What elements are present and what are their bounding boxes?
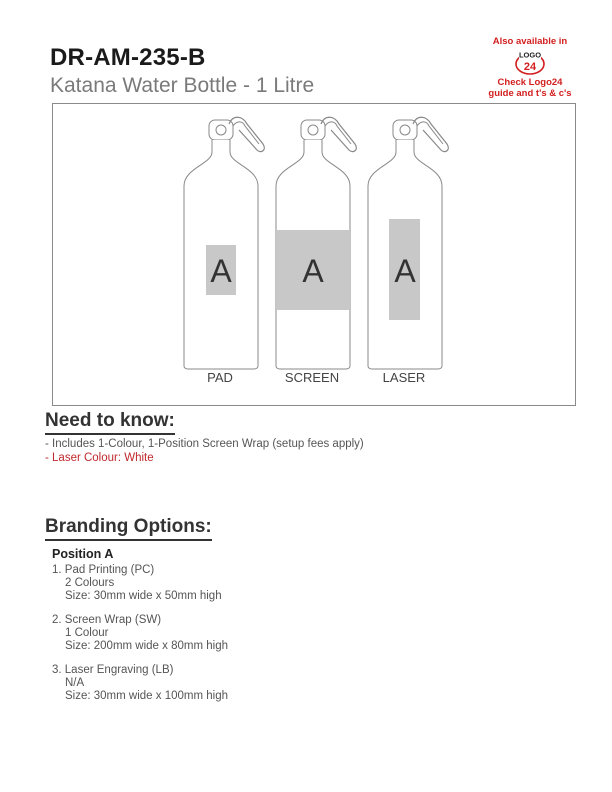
option-size: Size: 30mm wide x 100mm high xyxy=(65,690,228,702)
logo24-line-3: guide and t's & c's xyxy=(488,88,572,99)
bottle-illustration xyxy=(53,104,577,407)
option-name: 1. Pad Printing (PC) xyxy=(52,564,155,576)
logo24-text-top: LOGO xyxy=(518,50,542,60)
branding-option-screen xyxy=(52,614,228,653)
option-colours: 2 Colours xyxy=(65,577,115,589)
logo24-line-2: Check Logo24 xyxy=(497,77,563,88)
option-size: Size: 200mm wide x 80mm high xyxy=(65,640,228,652)
product-code: DR-AM-235-B xyxy=(50,44,206,71)
method-label-pad: PAD xyxy=(207,370,233,385)
product-name: Katana Water Bottle - 1 Litre xyxy=(50,74,315,97)
logo24-icon xyxy=(513,49,547,75)
print-letter-pad: A xyxy=(210,253,232,289)
option-size: Size: 30mm wide x 50mm high xyxy=(65,590,222,602)
logo24-text-num: 24 xyxy=(523,61,537,73)
option-colours: N/A xyxy=(65,677,85,689)
method-label-laser: LASER xyxy=(382,370,426,385)
option-colours: 1 Colour xyxy=(65,627,109,639)
position-a-title: Position A xyxy=(52,547,114,561)
print-letter-laser: A xyxy=(394,253,416,289)
option-name: 2. Screen Wrap (SW) xyxy=(52,614,162,626)
method-label-screen: SCREEN xyxy=(284,370,340,385)
need-to-know-line-1: - Includes 1-Colour, 1-Position Screen Wrap (setup fees apply) xyxy=(45,438,364,450)
logo24-badge[interactable] xyxy=(480,36,580,99)
product-image-frame xyxy=(52,103,576,406)
branding-option-pad xyxy=(52,564,222,603)
option-name: 3. Laser Engraving (LB) xyxy=(52,664,174,676)
bottle-pad xyxy=(184,117,264,369)
branding-options-title: Branding Options: xyxy=(45,516,212,541)
branding-option-laser xyxy=(52,664,228,703)
logo24-line-1: Also available in xyxy=(492,36,568,47)
need-to-know-title: Need to know: xyxy=(45,410,175,435)
need-to-know-line-2: - Laser Colour: White xyxy=(45,452,154,464)
print-letter-screen: A xyxy=(302,253,324,289)
